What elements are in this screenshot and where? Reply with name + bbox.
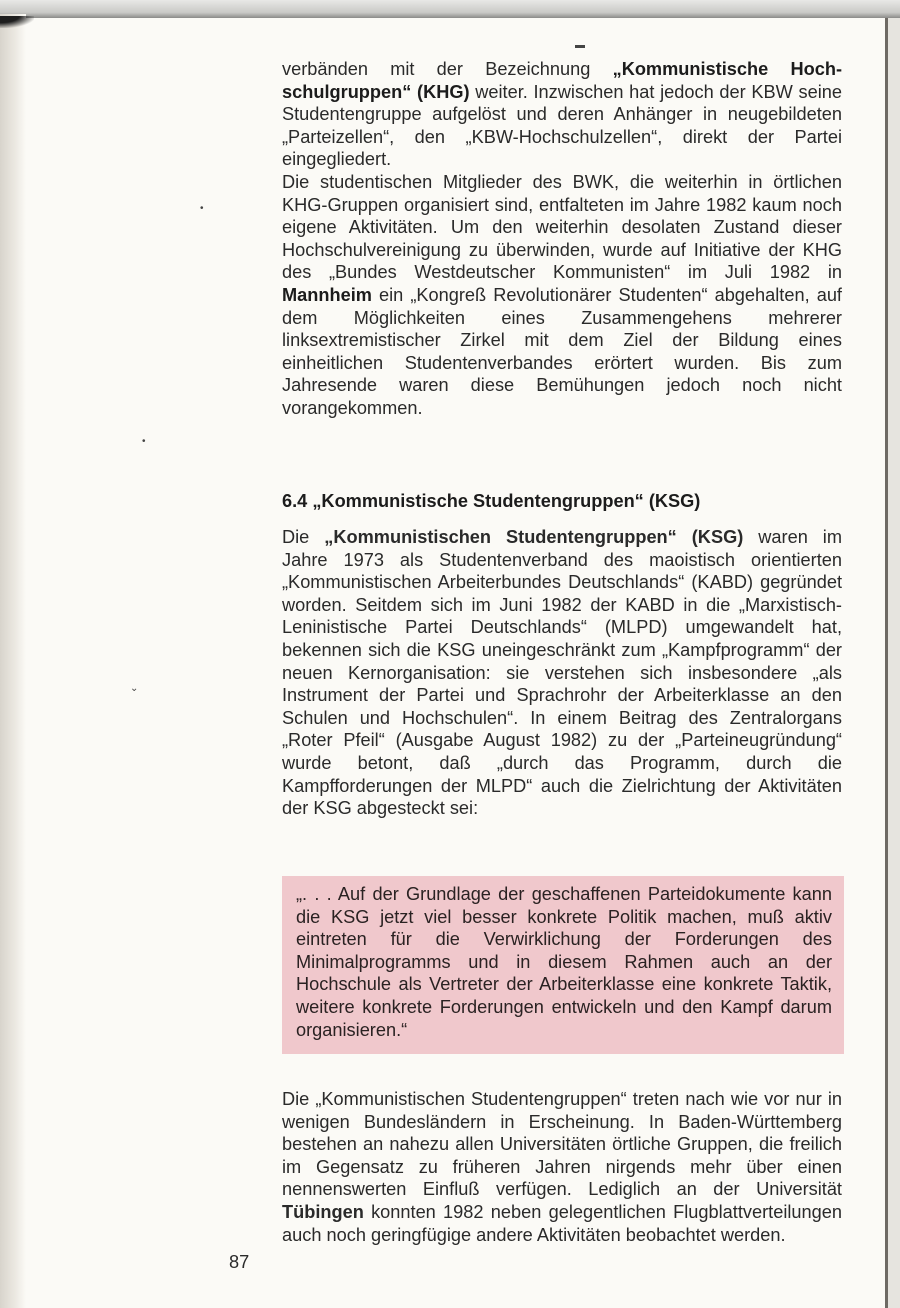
bold-term: Mannheim (282, 284, 372, 305)
quote-text: „. . . Auf der Grundlage der geschaffenen Parteidokumente kann die KSG jetzt viel besser konkrete Politik machen, muß aktiv eintreten für die Verwirklichung der Forderungen des Minimalprogramms und in diesem Rahmen auch an der Hochschule als Vertreter der Arbeiterklasse eine konkrete Taktik, weitere konkrete Forderungen entwickeln und den Kampf darum organisieren.“ (296, 884, 832, 1040)
scan-top-edge (0, 0, 900, 18)
text-run: Die (282, 527, 325, 547)
text-run: ein „Kongreß Revolutionärer Studenten“ abgehalten, auf dem Möglichkeiten eines Zusammengehens mehrerer linksextremistischer Zirkel mit dem Ziel der Bildung eines einheitlichen Studentenverbandes erörtert wurden. Bis zum Jahresende waren diese Bemühungen jedoch noch nicht vorangekommen. (282, 284, 842, 418)
paragraph (282, 526, 842, 820)
section-1-body (282, 58, 842, 420)
section-heading: 6.4 „Kommunistische Studentengruppen“ (KSG) (282, 491, 701, 511)
scan-speck: • (142, 436, 146, 447)
paragraph (282, 171, 842, 420)
text-run: waren im Jahre 1973 als Studentenverband des maoistisch orientierten „Kommunistischen Arbeiterbundes Deutschlands“ (KABD) gegründet worden. Seitdem sich im Juni 1982 der KABD in die „Marxistisch-Leninistische Partei Deutschlands“ (MLPD) umgewandelt hat, bekennen sich die KSG uneingeschränkt zum „Kampfprogramm“ der neuen Kernorganisation: sie verstehen sich insbesondere „als Instrument der Partei und Sprachrohr der Arbeiterklasse an den Schulen und Hochschulen“. In einem Beitrag des Zentralorgans „Roter Pfeil“ (Ausgabe August 1982) zu der „Parteineugründung“ wurde betont, daß „durch das Programm, durch die Kampfforderungen der MLPD“ auch die Zielrichtung der Aktivitäten der KSG abgesteckt sei: (282, 527, 842, 819)
text-run: Die studentischen Mitglieder des BWK, die weiterhin in örtlichen KHG-Gruppen organisiert sind, entfalteten im Jahre 1982 kaum noch eigene Aktivitäten. Um den weiterhin desolaten Zustand dieser Hochschulvereinigung zu überwinden, wurde auf Initiative der KHG des „Bundes Westdeutscher Kommunisten“ im Juli 1982 in (282, 171, 842, 283)
highlighted-quote-box (282, 876, 844, 1054)
bold-term: Tübingen (282, 1201, 364, 1222)
page-number: 87 (229, 1252, 250, 1272)
text-run: Die „Kommunistischen Studentengruppen“ treten nach wie vor nur in wenigen Bundesländern in Erscheinung. In Baden-Württemberg bestehen an nahezu allen Universitäten örtliche Gruppen, die freilich im Gegensatz zu früheren Jahren nirgends mehr über einen nennenswerten Einfluß verfügen. Lediglich an der Universität (282, 1089, 842, 1200)
page-binding-shadow (0, 14, 26, 1308)
bold-term: „Kommunistischen Studentengruppen“ (KSG) (324, 527, 744, 547)
section-3-body (282, 1088, 842, 1246)
text-run: konnten 1982 neben gelegentlichen Flugblattverteilungen auch noch geringfügige andere Aktivitäten beobachtet werden. (282, 1201, 842, 1245)
text-run: weiter. Inzwischen hat jedoch der KBW seine Studentengruppe aufgelöst und deren Anhänger in neugebildeten „Parteizellen“, den „KBW-Hochschulzellen“, direkt der Partei eingegliedert. (282, 81, 842, 170)
paragraph (282, 1088, 842, 1246)
scan-right-strip (888, 0, 900, 1308)
scan-speck: ⌄ (130, 683, 139, 694)
scan-speck: • (200, 203, 204, 214)
page-corner-shadow (0, 16, 34, 28)
text-run: verbänden mit der Bezeichnung (282, 59, 613, 79)
section-2-body (282, 526, 842, 820)
scan-page-edge (885, 0, 888, 1308)
paragraph (282, 58, 842, 171)
scan-speck: ▬ (575, 40, 585, 51)
bold-term: „Kommunistische Hochschulgruppen“ (KHG) (282, 59, 842, 102)
